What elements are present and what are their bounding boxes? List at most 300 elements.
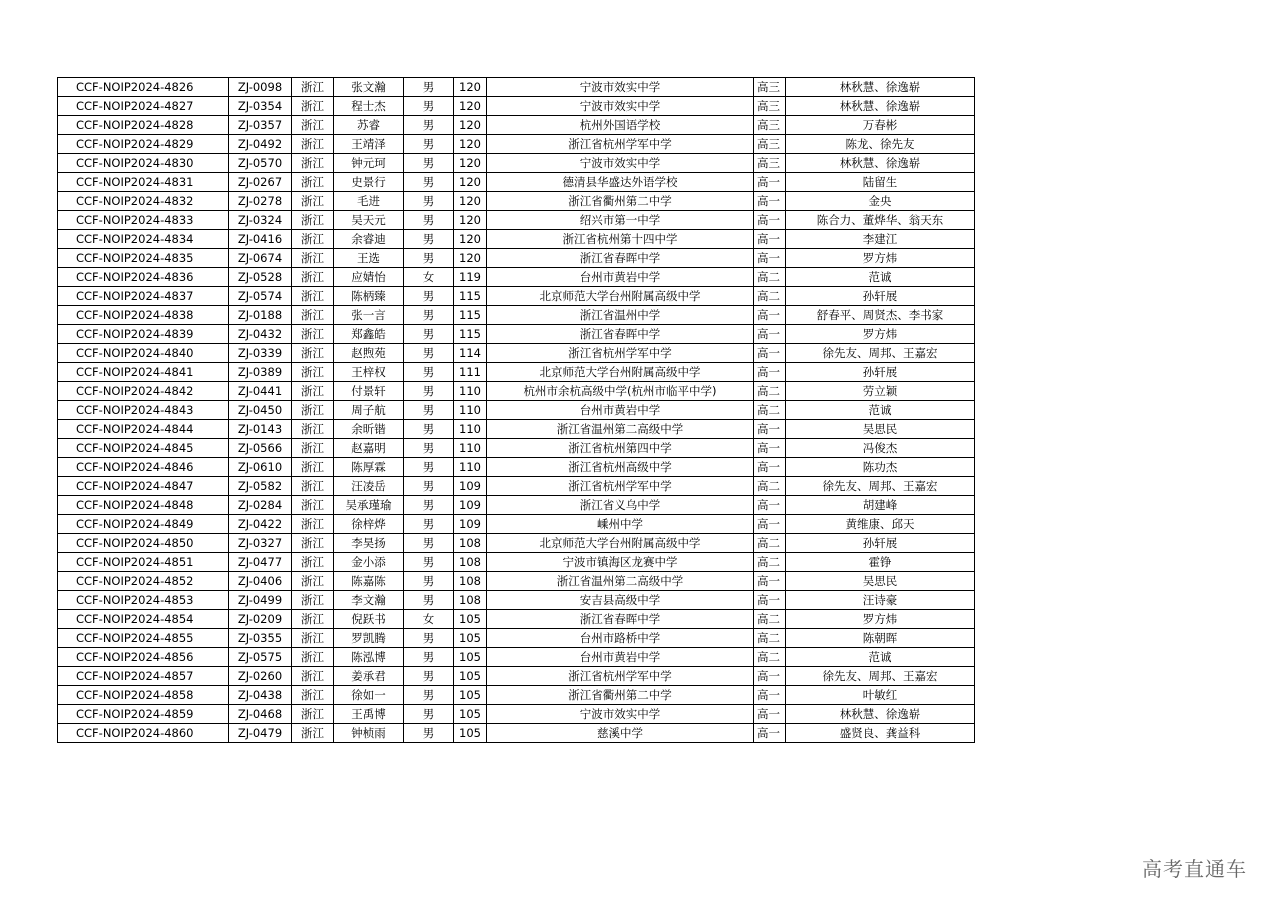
province-cell: 浙江 [292,724,334,743]
name-cell: 吴天元 [334,211,404,230]
gender-cell: 女 [404,268,454,287]
province-cell: 浙江 [292,325,334,344]
contestant-id-cell: CCF-NOIP2024-4849 [58,515,229,534]
name-cell: 付景轩 [334,382,404,401]
exam-code-cell: ZJ-0479 [229,724,292,743]
school-cell: 浙江省杭州第十四中学 [487,230,754,249]
grade-cell: 高二 [754,610,786,629]
coach-cell: 徐先友、周邦、王嘉宏 [786,344,975,363]
school-cell: 浙江省温州第二高级中学 [487,572,754,591]
gender-cell: 男 [404,287,454,306]
table-row [58,97,975,116]
contestant-id-cell: CCF-NOIP2024-4830 [58,154,229,173]
grade-cell: 高二 [754,268,786,287]
exam-code-cell: ZJ-0570 [229,154,292,173]
name-cell: 李文瀚 [334,591,404,610]
grade-cell: 高一 [754,249,786,268]
school-cell: 德清县华盛达外语学校 [487,173,754,192]
school-cell: 台州市黄岩中学 [487,401,754,420]
school-cell: 绍兴市第一中学 [487,211,754,230]
grade-cell: 高一 [754,572,786,591]
school-cell: 浙江省杭州第四中学 [487,439,754,458]
table-row [58,154,975,173]
grade-cell: 高一 [754,724,786,743]
school-cell: 浙江省杭州学军中学 [487,667,754,686]
score-cell: 105 [454,648,487,667]
name-cell: 陈厚霖 [334,458,404,477]
score-cell: 109 [454,477,487,496]
gender-cell: 男 [404,192,454,211]
table-row [58,78,975,97]
score-cell: 120 [454,230,487,249]
score-cell: 120 [454,173,487,192]
contestant-id-cell: CCF-NOIP2024-4837 [58,287,229,306]
coach-cell: 范诚 [786,268,975,287]
grade-cell: 高三 [754,78,786,97]
gender-cell: 男 [404,439,454,458]
school-cell: 浙江省温州第二高级中学 [487,420,754,439]
table-row [58,477,975,496]
province-cell: 浙江 [292,534,334,553]
exam-code-cell: ZJ-0528 [229,268,292,287]
contestant-id-cell: CCF-NOIP2024-4857 [58,667,229,686]
school-cell: 浙江省春晖中学 [487,325,754,344]
table-body [58,78,975,743]
table-row [58,382,975,401]
school-cell: 宁波市镇海区龙赛中学 [487,553,754,572]
province-cell: 浙江 [292,306,334,325]
gender-cell: 男 [404,173,454,192]
contestant-id-cell: CCF-NOIP2024-4858 [58,686,229,705]
province-cell: 浙江 [292,154,334,173]
grade-cell: 高一 [754,496,786,515]
contestant-id-cell: CCF-NOIP2024-4853 [58,591,229,610]
province-cell: 浙江 [292,439,334,458]
contestant-id-cell: CCF-NOIP2024-4832 [58,192,229,211]
grade-cell: 高二 [754,401,786,420]
province-cell: 浙江 [292,496,334,515]
name-cell: 王禹博 [334,705,404,724]
exam-code-cell: ZJ-0468 [229,705,292,724]
name-cell: 金小添 [334,553,404,572]
score-cell: 120 [454,78,487,97]
score-cell: 110 [454,458,487,477]
contestant-id-cell: CCF-NOIP2024-4844 [58,420,229,439]
province-cell: 浙江 [292,363,334,382]
school-cell: 浙江省春晖中学 [487,249,754,268]
coach-cell: 林秋慧、徐逸崭 [786,78,975,97]
table-row [58,363,975,382]
table-row [58,420,975,439]
province-cell: 浙江 [292,686,334,705]
grade-cell: 高一 [754,686,786,705]
school-cell: 浙江省衢州第二中学 [487,686,754,705]
gender-cell: 男 [404,211,454,230]
exam-code-cell: ZJ-0499 [229,591,292,610]
table-row [58,572,975,591]
score-cell: 105 [454,705,487,724]
gender-cell: 男 [404,78,454,97]
exam-code-cell: ZJ-0422 [229,515,292,534]
province-cell: 浙江 [292,230,334,249]
exam-code-cell: ZJ-0209 [229,610,292,629]
coach-cell: 林秋慧、徐逸崭 [786,705,975,724]
gender-cell: 男 [404,458,454,477]
exam-code-cell: ZJ-0406 [229,572,292,591]
exam-code-cell: ZJ-0267 [229,173,292,192]
exam-code-cell: ZJ-0188 [229,306,292,325]
school-cell: 慈溪中学 [487,724,754,743]
name-cell: 徐如一 [334,686,404,705]
province-cell: 浙江 [292,192,334,211]
score-cell: 109 [454,496,487,515]
gender-cell: 男 [404,686,454,705]
coach-cell: 吴思民 [786,572,975,591]
score-cell: 111 [454,363,487,382]
school-cell: 台州市路桥中学 [487,629,754,648]
contestant-id-cell: CCF-NOIP2024-4841 [58,363,229,382]
grade-cell: 高一 [754,230,786,249]
coach-cell: 林秋慧、徐逸崭 [786,97,975,116]
province-cell: 浙江 [292,553,334,572]
score-cell: 120 [454,135,487,154]
gender-cell: 男 [404,496,454,515]
province-cell: 浙江 [292,705,334,724]
school-cell: 杭州外国语学校 [487,116,754,135]
school-cell: 浙江省义乌中学 [487,496,754,515]
contestant-id-cell: CCF-NOIP2024-4856 [58,648,229,667]
contestant-id-cell: CCF-NOIP2024-4855 [58,629,229,648]
name-cell: 张文瀚 [334,78,404,97]
gender-cell: 男 [404,534,454,553]
name-cell: 王选 [334,249,404,268]
contestant-id-cell: CCF-NOIP2024-4860 [58,724,229,743]
gender-cell: 男 [404,572,454,591]
coach-cell: 罗方炜 [786,249,975,268]
table-row [58,401,975,420]
grade-cell: 高一 [754,420,786,439]
exam-code-cell: ZJ-0416 [229,230,292,249]
score-cell: 105 [454,686,487,705]
score-cell: 110 [454,382,487,401]
contestant-id-cell: CCF-NOIP2024-4829 [58,135,229,154]
score-cell: 115 [454,287,487,306]
name-cell: 程士杰 [334,97,404,116]
score-cell: 105 [454,610,487,629]
name-cell: 陈嘉陈 [334,572,404,591]
score-cell: 110 [454,420,487,439]
exam-code-cell: ZJ-0284 [229,496,292,515]
score-cell: 120 [454,192,487,211]
gender-cell: 男 [404,344,454,363]
exam-code-cell: ZJ-0574 [229,287,292,306]
contestant-id-cell: CCF-NOIP2024-4843 [58,401,229,420]
table-row [58,306,975,325]
province-cell: 浙江 [292,648,334,667]
school-cell: 嵊州中学 [487,515,754,534]
school-cell: 浙江省杭州学军中学 [487,344,754,363]
contestant-id-cell: CCF-NOIP2024-4839 [58,325,229,344]
table-row [58,686,975,705]
score-cell: 120 [454,211,487,230]
coach-cell: 孙轩展 [786,534,975,553]
score-cell: 109 [454,515,487,534]
table-row [58,705,975,724]
exam-code-cell: ZJ-0582 [229,477,292,496]
gender-cell: 男 [404,230,454,249]
grade-cell: 高一 [754,344,786,363]
school-cell: 宁波市效实中学 [487,154,754,173]
coach-cell: 黄维康、邱天 [786,515,975,534]
school-cell: 北京师范大学台州附属高级中学 [487,534,754,553]
exam-code-cell: ZJ-0143 [229,420,292,439]
province-cell: 浙江 [292,116,334,135]
grade-cell: 高一 [754,306,786,325]
school-cell: 杭州市余杭高级中学(杭州市临平中学) [487,382,754,401]
grade-cell: 高二 [754,287,786,306]
school-cell: 宁波市效实中学 [487,705,754,724]
province-cell: 浙江 [292,78,334,97]
province-cell: 浙江 [292,515,334,534]
exam-code-cell: ZJ-0438 [229,686,292,705]
school-cell: 浙江省温州中学 [487,306,754,325]
coach-cell: 万春彬 [786,116,975,135]
score-cell: 108 [454,553,487,572]
grade-cell: 高二 [754,534,786,553]
province-cell: 浙江 [292,97,334,116]
score-cell: 120 [454,249,487,268]
coach-cell: 叶敏红 [786,686,975,705]
watermark-text: 高考直通车 [1142,857,1247,881]
school-cell: 台州市黄岩中学 [487,268,754,287]
grade-cell: 高一 [754,515,786,534]
grade-cell: 高一 [754,363,786,382]
school-cell: 浙江省杭州学军中学 [487,135,754,154]
gender-cell: 男 [404,116,454,135]
province-cell: 浙江 [292,382,334,401]
score-cell: 110 [454,439,487,458]
province-cell: 浙江 [292,249,334,268]
grade-cell: 高二 [754,553,786,572]
table-row [58,268,975,287]
table-row [58,553,975,572]
province-cell: 浙江 [292,173,334,192]
exam-code-cell: ZJ-0260 [229,667,292,686]
gender-cell: 男 [404,363,454,382]
grade-cell: 高二 [754,629,786,648]
exam-code-cell: ZJ-0339 [229,344,292,363]
exam-code-cell: ZJ-0566 [229,439,292,458]
contestant-id-cell: CCF-NOIP2024-4834 [58,230,229,249]
exam-code-cell: ZJ-0354 [229,97,292,116]
gender-cell: 男 [404,629,454,648]
grade-cell: 高二 [754,648,786,667]
score-cell: 105 [454,667,487,686]
table-row [58,192,975,211]
contestant-id-cell: CCF-NOIP2024-4852 [58,572,229,591]
grade-cell: 高一 [754,705,786,724]
school-cell: 浙江省春晖中学 [487,610,754,629]
coach-cell: 陈合力、董烨华、翁天东 [786,211,975,230]
name-cell: 赵嘉明 [334,439,404,458]
exam-code-cell: ZJ-0492 [229,135,292,154]
gender-cell: 男 [404,724,454,743]
coach-cell: 陈朝晖 [786,629,975,648]
gender-cell: 男 [404,648,454,667]
contestant-id-cell: CCF-NOIP2024-4842 [58,382,229,401]
province-cell: 浙江 [292,287,334,306]
name-cell: 毛进 [334,192,404,211]
table-row [58,439,975,458]
coach-cell: 霍铮 [786,553,975,572]
gender-cell: 男 [404,135,454,154]
gender-cell: 男 [404,401,454,420]
coach-cell: 李建江 [786,230,975,249]
province-cell: 浙江 [292,629,334,648]
gender-cell: 男 [404,591,454,610]
coach-cell: 徐先友、周邦、王嘉宏 [786,477,975,496]
province-cell: 浙江 [292,211,334,230]
province-cell: 浙江 [292,344,334,363]
contestant-id-cell: CCF-NOIP2024-4840 [58,344,229,363]
grade-cell: 高一 [754,325,786,344]
gender-cell: 男 [404,97,454,116]
score-cell: 114 [454,344,487,363]
grade-cell: 高一 [754,439,786,458]
gender-cell: 男 [404,553,454,572]
name-cell: 汪凌岳 [334,477,404,496]
school-cell: 北京师范大学台州附属高级中学 [487,363,754,382]
grade-cell: 高三 [754,116,786,135]
name-cell: 陈柄臻 [334,287,404,306]
grade-cell: 高三 [754,154,786,173]
name-cell: 钟桢雨 [334,724,404,743]
exam-code-cell: ZJ-0355 [229,629,292,648]
school-cell: 宁波市效实中学 [487,97,754,116]
results-table [57,77,975,743]
gender-cell: 男 [404,249,454,268]
score-cell: 108 [454,591,487,610]
gender-cell: 男 [404,154,454,173]
province-cell: 浙江 [292,667,334,686]
coach-cell: 舒春平、周贤杰、李书家 [786,306,975,325]
gender-cell: 男 [404,515,454,534]
table-row [58,591,975,610]
table-row [58,610,975,629]
name-cell: 张一言 [334,306,404,325]
score-cell: 115 [454,306,487,325]
province-cell: 浙江 [292,477,334,496]
name-cell: 徐梓烨 [334,515,404,534]
exam-code-cell: ZJ-0477 [229,553,292,572]
exam-code-cell: ZJ-0674 [229,249,292,268]
table-row [58,534,975,553]
school-cell: 安吉县高级中学 [487,591,754,610]
name-cell: 余昕锴 [334,420,404,439]
coach-cell: 胡建峰 [786,496,975,515]
table-row [58,173,975,192]
grade-cell: 高三 [754,97,786,116]
name-cell: 赵煦苑 [334,344,404,363]
contestant-id-cell: CCF-NOIP2024-4859 [58,705,229,724]
province-cell: 浙江 [292,401,334,420]
table-row [58,287,975,306]
name-cell: 姜承君 [334,667,404,686]
coach-cell: 徐先友、周邦、王嘉宏 [786,667,975,686]
contestant-id-cell: CCF-NOIP2024-4826 [58,78,229,97]
coach-cell: 林秋慧、徐逸崭 [786,154,975,173]
score-cell: 105 [454,629,487,648]
gender-cell: 男 [404,325,454,344]
coach-cell: 吴思民 [786,420,975,439]
gender-cell: 男 [404,477,454,496]
coach-cell: 范诚 [786,648,975,667]
table-row [58,724,975,743]
name-cell: 应婧怡 [334,268,404,287]
province-cell: 浙江 [292,610,334,629]
gender-cell: 男 [404,705,454,724]
contestant-id-cell: CCF-NOIP2024-4845 [58,439,229,458]
name-cell: 周子航 [334,401,404,420]
coach-cell: 孙轩展 [786,287,975,306]
contestant-id-cell: CCF-NOIP2024-4827 [58,97,229,116]
score-cell: 108 [454,572,487,591]
contestant-id-cell: CCF-NOIP2024-4835 [58,249,229,268]
grade-cell: 高一 [754,211,786,230]
score-cell: 108 [454,534,487,553]
table-row [58,135,975,154]
coach-cell: 范诚 [786,401,975,420]
contestant-id-cell: CCF-NOIP2024-4831 [58,173,229,192]
name-cell: 余睿迪 [334,230,404,249]
table-row [58,515,975,534]
score-cell: 105 [454,724,487,743]
table-row [58,344,975,363]
exam-code-cell: ZJ-0441 [229,382,292,401]
name-cell: 苏睿 [334,116,404,135]
name-cell: 陈泓博 [334,648,404,667]
school-cell: 宁波市效实中学 [487,78,754,97]
table-row [58,249,975,268]
exam-code-cell: ZJ-0610 [229,458,292,477]
contestant-id-cell: CCF-NOIP2024-4838 [58,306,229,325]
gender-cell: 女 [404,610,454,629]
grade-cell: 高一 [754,458,786,477]
score-cell: 120 [454,116,487,135]
grade-cell: 高一 [754,192,786,211]
contestant-id-cell: CCF-NOIP2024-4847 [58,477,229,496]
school-cell: 浙江省杭州学军中学 [487,477,754,496]
contestant-id-cell: CCF-NOIP2024-4851 [58,553,229,572]
province-cell: 浙江 [292,458,334,477]
name-cell: 郑鑫皓 [334,325,404,344]
grade-cell: 高一 [754,173,786,192]
exam-code-cell: ZJ-0357 [229,116,292,135]
grade-cell: 高二 [754,382,786,401]
name-cell: 罗凯腾 [334,629,404,648]
coach-cell: 陆留生 [786,173,975,192]
grade-cell: 高三 [754,135,786,154]
score-cell: 110 [454,401,487,420]
coach-cell: 罗方炜 [786,325,975,344]
province-cell: 浙江 [292,591,334,610]
school-cell: 浙江省杭州高级中学 [487,458,754,477]
name-cell: 吴承瑾瑜 [334,496,404,515]
exam-code-cell: ZJ-0432 [229,325,292,344]
contestant-id-cell: CCF-NOIP2024-4833 [58,211,229,230]
table-row [58,116,975,135]
table-row [58,496,975,515]
